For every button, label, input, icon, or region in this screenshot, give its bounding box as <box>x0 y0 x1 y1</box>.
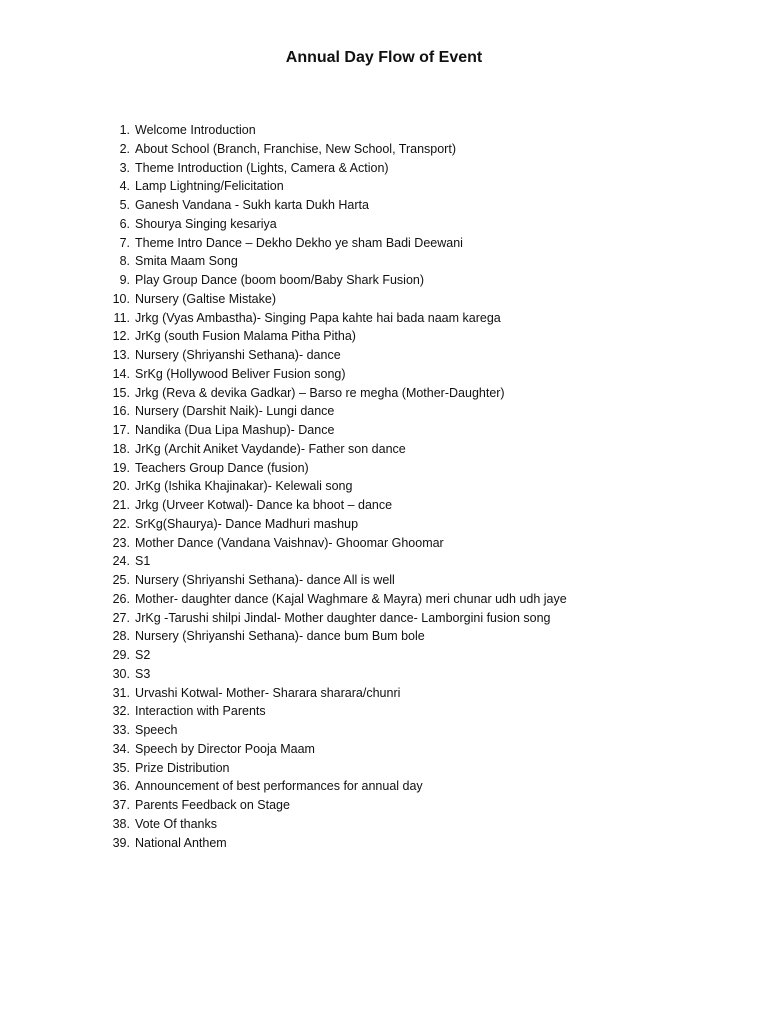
event-list <box>104 121 744 852</box>
list-item-number: 4. <box>119 179 130 194</box>
list-item-number: 12. <box>112 329 130 344</box>
list-item-text: Mother- daughter dance (Kajal Waghmare & Mayra) meri chunar udh udh jaye <box>135 591 567 606</box>
list-item-number: 37. <box>112 798 130 812</box>
list-item-number: 2. <box>119 141 130 156</box>
list-item <box>104 609 744 628</box>
list-item-number: 24. <box>112 554 130 569</box>
list-item-text: Smita Maam Song <box>135 254 238 269</box>
list-item-text: About School (Branch, Franchise, New School, Transport) <box>135 141 456 156</box>
list-item-number: 17. <box>112 423 130 437</box>
list-item <box>104 496 744 515</box>
list-item-number: 32. <box>112 704 130 719</box>
list-item-text: Nursery (Darshit Naik)- Lungi dance <box>135 404 335 419</box>
list-item-number: 5. <box>119 198 130 212</box>
list-item-text: S1 <box>135 554 151 569</box>
list-item-number: 29. <box>112 648 130 662</box>
list-item <box>104 740 744 759</box>
list-item <box>104 627 744 646</box>
list-item-number: 16. <box>112 404 130 419</box>
list-item-text: JrKg -Tarushi shilpi Jindal- Mother daughter dance- Lamborgini fusion song <box>135 610 551 625</box>
list-item-number: 7. <box>119 235 130 250</box>
list-item <box>104 534 744 553</box>
list-item-text: JrKg (Archit Aniket Vaydande)- Father son dance <box>135 441 406 456</box>
list-item-number: 21. <box>112 498 130 512</box>
list-item-number: 18. <box>112 441 130 456</box>
list-item-number: 15. <box>112 385 130 400</box>
list-item-text: S3 <box>135 666 151 681</box>
list-item-number: 30. <box>112 666 130 681</box>
list-item-number: 1. <box>119 123 130 137</box>
list-item <box>104 759 744 778</box>
list-item-text: Nursery (Galtise Mistake) <box>135 291 276 306</box>
list-item-number: 28. <box>112 629 130 644</box>
list-item <box>104 571 744 590</box>
list-item-number: 36. <box>112 779 130 794</box>
list-item-text: Theme Intro Dance – Dekho Dekho ye sham Badi Deewani <box>135 235 463 250</box>
list-item <box>104 834 744 853</box>
list-item <box>104 121 744 140</box>
list-item-text: Teachers Group Dance (fusion) <box>135 460 309 475</box>
list-item-text: Interaction with Parents <box>135 704 266 719</box>
list-item <box>104 290 744 309</box>
list-item-number: 22. <box>112 516 130 531</box>
list-item <box>104 459 744 478</box>
list-item-number: 8. <box>119 254 130 269</box>
list-item <box>104 327 744 346</box>
list-item-text: Nursery (Shriyanshi Sethana)- dance All is well <box>135 573 395 587</box>
list-item <box>104 684 744 703</box>
list-item-text: Nursery (Shriyanshi Sethana)- dance bum Bum bole <box>135 629 425 644</box>
list-item-number: 27. <box>112 610 130 625</box>
list-item <box>104 665 744 684</box>
list-item-text: JrKg (Ishika Khajinakar)- Kelewali song <box>135 479 353 494</box>
list-item-number: 26. <box>112 591 130 606</box>
list-item-text: Speech by Director Pooja Maam <box>135 741 315 756</box>
list-item-text: Mother Dance (Vandana Vaishnav)- Ghoomar Ghoomar <box>135 535 444 550</box>
list-item-text: Jrkg (Urveer Kotwal)- Dance ka bhoot – dance <box>135 498 393 512</box>
list-item-number: 19. <box>112 460 130 475</box>
list-item-text: Shourya Singing kesariya <box>135 216 277 231</box>
list-item-text: Welcome Introduction <box>135 123 256 137</box>
list-item <box>104 421 744 440</box>
list-item-text: Nandika (Dua Lipa Mashup)- Dance <box>135 423 335 437</box>
list-item <box>104 646 744 665</box>
list-item-number: 38. <box>112 816 130 831</box>
list-item <box>104 159 744 178</box>
list-item <box>104 515 744 534</box>
list-item <box>104 384 744 403</box>
list-item-text: Announcement of best performances for annual day <box>135 779 423 794</box>
list-item-number: 35. <box>112 760 130 775</box>
list-item-text: Prize Distribution <box>135 760 230 775</box>
list-item-number: 11. <box>113 310 130 325</box>
list-item-text: S2 <box>135 648 151 662</box>
list-item-text: Lamp Lightning/Felicitation <box>135 179 284 194</box>
list-item-text: SrKg (Hollywood Beliver Fusion song) <box>135 366 346 381</box>
list-item-text: Speech <box>135 723 178 737</box>
list-item-number: 34. <box>112 741 130 756</box>
list-item-text: SrKg(Shaurya)- Dance Madhuri mashup <box>135 516 359 531</box>
list-item <box>104 721 744 740</box>
list-item <box>104 234 744 253</box>
list-item <box>104 815 744 834</box>
list-item <box>104 177 744 196</box>
list-item <box>104 365 744 384</box>
list-item <box>104 702 744 721</box>
list-item <box>104 552 744 571</box>
list-item <box>104 140 744 159</box>
list-item-number: 14. <box>112 366 130 381</box>
list-item-number: 6. <box>119 216 130 231</box>
list-item <box>104 309 744 328</box>
list-item-text: Jrkg (Reva & devika Gadkar) – Barso re megha (Mother-Daughter) <box>135 385 505 400</box>
list-item-number: 10. <box>112 291 130 306</box>
list-item <box>104 196 744 215</box>
list-item-number: 33. <box>112 723 130 737</box>
list-item <box>104 590 744 609</box>
list-item-number: 23. <box>112 535 130 550</box>
list-item-text: Nursery (Shriyanshi Sethana)- dance <box>135 348 341 362</box>
list-item-text: Jrkg (Vyas Ambastha)- Singing Papa kahte hai bada naam karega <box>135 310 501 325</box>
list-item-number: 13. <box>112 348 130 362</box>
list-item <box>104 777 744 796</box>
list-item-text: National Anthem <box>135 835 227 850</box>
list-item-number: 9. <box>119 273 130 287</box>
list-item <box>104 252 744 271</box>
list-item <box>104 215 744 234</box>
list-item-text: Vote Of thanks <box>135 816 217 831</box>
list-item-number: 20. <box>112 479 130 494</box>
list-item <box>104 796 744 815</box>
list-item-number: 39. <box>112 835 130 850</box>
list-item-number: 3. <box>119 160 130 175</box>
list-item <box>104 402 744 421</box>
list-item-text: Urvashi Kotwal- Mother- Sharara sharara/chunri <box>135 685 401 700</box>
list-item-number: 31. <box>112 685 130 700</box>
list-item-text: Theme Introduction (Lights, Camera & Action) <box>135 160 389 175</box>
document-title: Annual Day Flow of Event <box>285 49 483 66</box>
list-item-number: 25. <box>112 573 130 587</box>
list-item-text: Parents Feedback on Stage <box>135 798 290 812</box>
list-item <box>104 346 744 365</box>
list-item <box>104 440 744 459</box>
list-item <box>104 477 744 496</box>
list-item-text: Ganesh Vandana - Sukh karta Dukh Harta <box>135 198 369 212</box>
list-item <box>104 271 744 290</box>
list-item-text: Play Group Dance (boom boom/Baby Shark Fusion) <box>135 273 425 287</box>
list-item-text: JrKg (south Fusion Malama Pitha Pitha) <box>135 329 356 344</box>
